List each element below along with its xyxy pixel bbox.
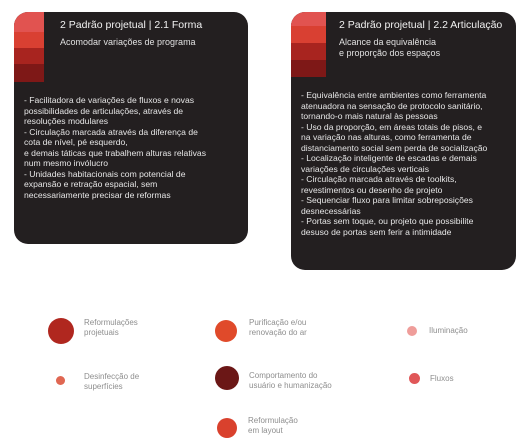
color-stripes: [291, 12, 326, 77]
stripe-2: [291, 26, 326, 43]
legend-label-line: renovação do ar: [249, 328, 307, 337]
card-subtitle-line: Acomodar variações de programa: [60, 37, 196, 47]
stripe-1: [291, 12, 326, 26]
list-line: - Facilitadora de variações de fluxos e novas: [24, 95, 195, 105]
legend-label-line: Iluminação: [429, 326, 468, 335]
list-line: - Unidades habitacionais com potencial de: [24, 168, 186, 179]
list-line: - Equivalência entre ambientes como ferramenta: [301, 90, 487, 100]
list-line: cota de nível, pé esquerdo,: [24, 137, 128, 147]
legend-dot-desinfeccao: [56, 376, 65, 385]
list-line: - Portas sem toque, ou projeto que possibilite: [301, 216, 474, 226]
stripe-4: [14, 64, 44, 82]
list-line: revestimentos ou desenho de projeto: [301, 184, 443, 195]
stripe-2: [14, 32, 44, 48]
card-subtitle-line: Alcance da equivalência: [339, 37, 437, 47]
legend-label-line: Fluxos: [430, 374, 454, 383]
legend-dot-comportamento: [215, 366, 239, 390]
stripe-1: [14, 12, 44, 32]
legend-label-line: Purificação e/ou: [249, 318, 307, 327]
legend-label-line: superfícies: [84, 382, 123, 391]
list-line: atenuadora na sensação de protocolo sanitário,: [301, 100, 483, 111]
legend-label-line: Reformulações: [84, 318, 138, 327]
stripe-3: [291, 43, 326, 60]
list-line: tornando-o mais natural às pessoas: [301, 111, 438, 121]
legend-label-iluminacao: [429, 326, 468, 336]
legend-dot-fluxos: [409, 373, 420, 384]
legend-label-purificacao: [249, 318, 307, 338]
list-line: - Circulação marcada através da diferença de: [24, 126, 198, 137]
legend-label-line: Comportamento do: [249, 371, 318, 380]
list-line: distanciamento social sem perda de socialização: [301, 142, 488, 153]
list-line: - Localização inteligente de escadas e demais: [301, 153, 477, 163]
list-line: - Sequenciar fluxo para limitar sobreposições: [301, 195, 473, 205]
card-bullet-list: [24, 95, 246, 200]
list-line: variações de circulações verticais: [301, 163, 430, 174]
legend-label-reformulacao-layout: [248, 416, 298, 436]
list-line: - Uso da proporção, em áreas totais de pisos, e: [301, 121, 483, 132]
legend-label-fluxos: [430, 374, 454, 384]
color-stripes: [14, 12, 44, 82]
legend-label-comportamento: [249, 371, 332, 391]
card-title: 2 Padrão projetual | 2.2 Articulação: [339, 19, 503, 31]
list-line: num mesmo invólucro: [24, 158, 109, 168]
card-title: 2 Padrão projetual | 2.1 Forma: [60, 19, 203, 31]
list-line: - Circulação marcada através de toolkits,: [301, 174, 457, 184]
list-line: na variação nas alturas, como ferramenta de: [301, 132, 472, 142]
legend-label-line: Reformulação: [248, 416, 298, 425]
list-line: desnecessárias: [301, 205, 361, 216]
legend-dot-reformulacoes-projetuais: [48, 318, 74, 344]
list-line: resoluções modulares: [24, 116, 109, 126]
legend-label-desinfeccao: [84, 372, 139, 392]
legend-label-line: Desinfecção de: [84, 372, 140, 381]
card-forma: [14, 12, 248, 244]
card-subtitle-line: e proporção dos espaços: [339, 48, 441, 58]
list-line: e demais táticas que trabalhem alturas relativas: [24, 147, 206, 158]
legend-dot-iluminacao: [407, 326, 417, 336]
legend-label-reformulacoes-projetuais: [84, 318, 138, 338]
stripe-4: [291, 60, 326, 77]
stripe-3: [14, 48, 44, 64]
list-line: necessariamente precisar de reformas: [24, 189, 171, 200]
card-articulacao: [291, 12, 516, 270]
list-line: desuso de portas sem ferir a intimidade: [301, 226, 452, 237]
card-subtitle: [60, 37, 240, 48]
legend-label-line: usuário e humanização: [249, 381, 332, 390]
card-subtitle: [339, 37, 509, 59]
legend-dot-purificacao: [215, 320, 237, 342]
list-line: expansão e retração espacial, sem: [24, 179, 158, 189]
card-bullet-list: [301, 90, 514, 237]
legend-label-line: em layout: [248, 426, 283, 435]
legend-dot-reformulacao-layout: [217, 418, 237, 438]
legend-label-line: projetuais: [84, 328, 119, 337]
list-line: possibilidades de articulações, através de: [24, 105, 184, 116]
